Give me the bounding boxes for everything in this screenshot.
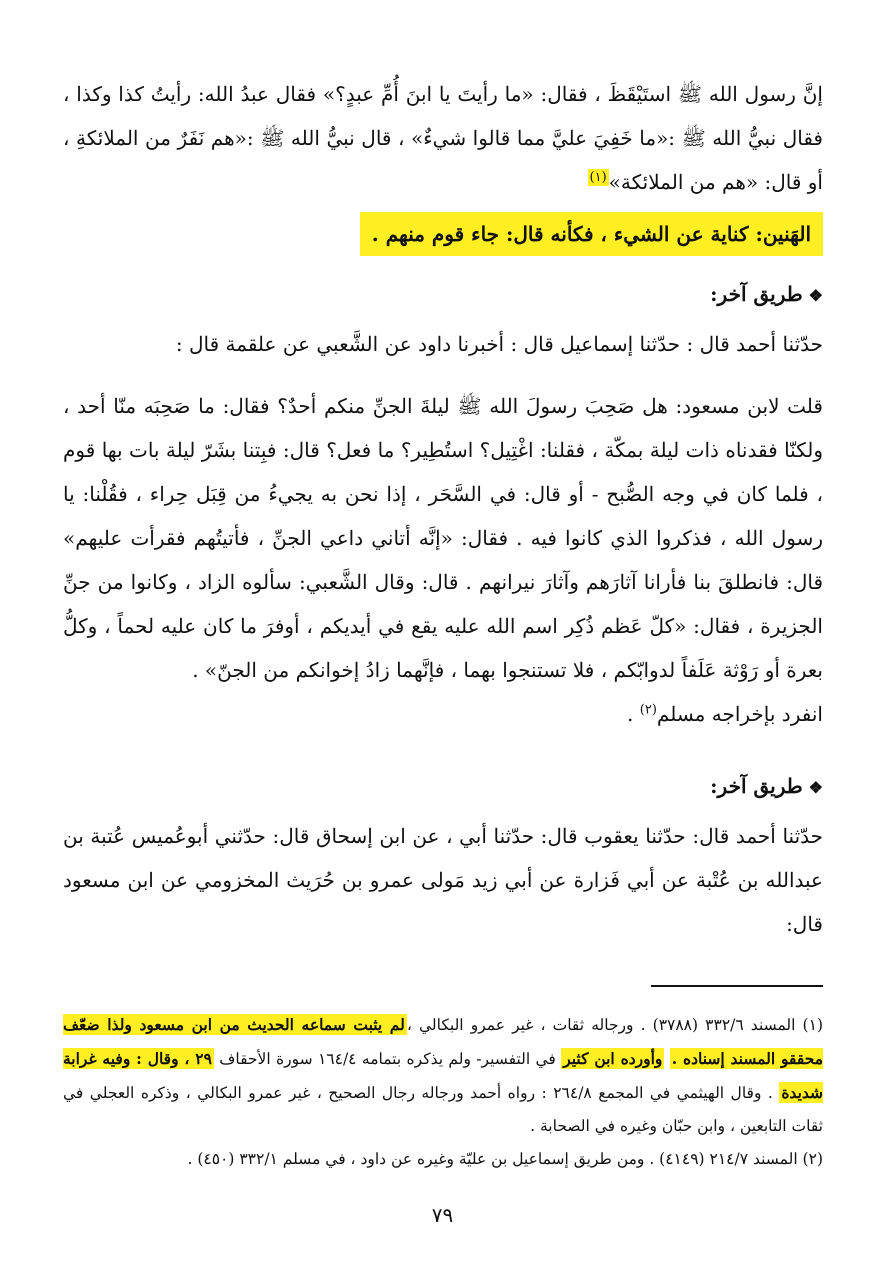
footnote-1 [63,1008,823,1143]
diamond-bullet-icon: ❖ [808,778,823,797]
paragraph-4 [63,692,823,736]
diamond-bullet-icon: ❖ [808,286,823,305]
main-text [63,72,823,946]
paragraph-1-text: إنَّ رسول الله ﷺ استَيْقَظَ ، فقال: «ما رأيتَ يا ابنَ أُمِّ عبدٍ؟» فقال عبدُ الله: رأيتُ كذا وكذا ، فقال نبيُّ الله ﷺ :«ما خَفِيَ عليَّ مما قالوا شيءٌ» ، قال نبيُّ الله ﷺ :«هم نَفَرٌ من الملائكةِ ، أو قال: «هم من الملائكة» [63,82,823,194]
page-number: ٧٩ [431,1203,454,1227]
section-heading-1 [63,272,823,318]
footnotes [63,1008,823,1176]
footnote-1-part-c: . وقال الهيثمي في المجمع ٢٦٤/٨ : رواه أحمد ورجاله رجال الصحيح ، غير عمرو البكالي ، وذكره العجلي في ثقات التابعين ، وابن حبّان وغيره في الصحابة . [63,1084,823,1135]
section-heading-2 [63,764,823,810]
section-heading-1-text: طريق آخر: [710,282,803,306]
footnote-1-highlight-2: وأورده ابن كثير [563,1049,663,1068]
footnote-1-highlight-1: لم يثبت سماعه الحديث من ابن مسعود ولذا ضعّف محققو المسند إسناده . [63,1015,823,1068]
footnote-1-part-b: في التفسير- ولم يذكره بتمامه ١٦٤/٤ سورة الأحقاف [213,1050,562,1068]
section-heading-2-text: طريق آخر: [710,774,803,798]
footnote-1-highlight-3: ٢٩ ، وقال : وفيه غرابة شديدة [63,1049,824,1102]
paragraph-5: حدّثنا أحمد قال: حدّثنا يعقوب قال: حدّثنا أبي ، عن ابن إسحاق قال: حدّثني أبوعُميس عُتبة بن عبدالله بن عُتْبة عن أبي فَزارة عن أبي زيد مَولى عمرو بن حُرَيث المخزومي عن ابن مسعود قال: [63,824,823,936]
spacer [63,366,823,384]
highlighted-note-box: الهَنين: كناية عن الشيء ، فكأنه قال: جاء قوم منهم . [360,212,823,256]
footnote-2: (٢) المسند ٢١٤/٧ (٤١٤٩) . ومن طريق إسماعيل بن عليّة وغيره عن داود ، في مسلم ٣٣٢/١ (٤٥٠) . [187,1150,823,1168]
note-box-wrapper [63,204,823,262]
footnote-ref-2[interactable]: (٢) [639,702,657,718]
paragraph-3: قلت لابن مسعود: هل صَحِبَ رسولَ الله ﷺ ليلةَ الجنِّ منكم أحدٌ؟ فقال: ما صَحِبَه منّا أحد ، ولكنّا فقدناه ذات ليلة بمكّة ، فقلنا: اغْتِيل؟ استُطِير؟ ما فعل؟ قال: فبِتنا بشَرّ ليلة بات بها قوم ، فلما كان في وجه الصُّبح - أو قال: في السَّحَر ، إذا نحن به يجيءُ من قِبَل حِراء ، فقُلْنا: يا رسول الله ، فذكروا الذي كانوا فيه . فقال: «إنَّه أتاني داعي الجنِّ ، فأتيتُهم فقرأت عليهم» قال: فانطلقَ بنا فأرانا آثارَهم وآثارَ نيرانهم . قال: وقال الشَّعبي: سألوه الزاد ، وكانوا من جنِّ الجزيرة ، فقال: «كلّ عَظم ذُكِر اسم الله عليه يقع في أيديكم ، أوفرَ ما كان عليه لحماً ، وكلُّ بعرة أو رَوْثة عَلَفاً لدوابّكم ، فلا تستنجوا بهما ، فإنَّهما زادُ إخوانكم من الجنّ» . [63,394,823,682]
paragraph-2: حدّثنا أحمد قال : حدّثنا إسماعيل قال : أخبرنا داود عن الشَّعبي عن علقمة قال : [175,332,823,356]
paragraph-4-text: انفرد بإخراجه مسلم [656,702,823,726]
footnote-divider [651,985,823,987]
paragraph-4-end: . [627,702,640,726]
spacer [63,736,823,754]
footnote-ref-1[interactable]: (١) [589,170,607,186]
paragraph-1 [63,72,823,204]
footnote-1-part-a: (١) المسند ٣٣٢/٦ (٣٧٨٨) . ورجاله ثقات ، غير عمرو البكالي ، [406,1016,823,1034]
